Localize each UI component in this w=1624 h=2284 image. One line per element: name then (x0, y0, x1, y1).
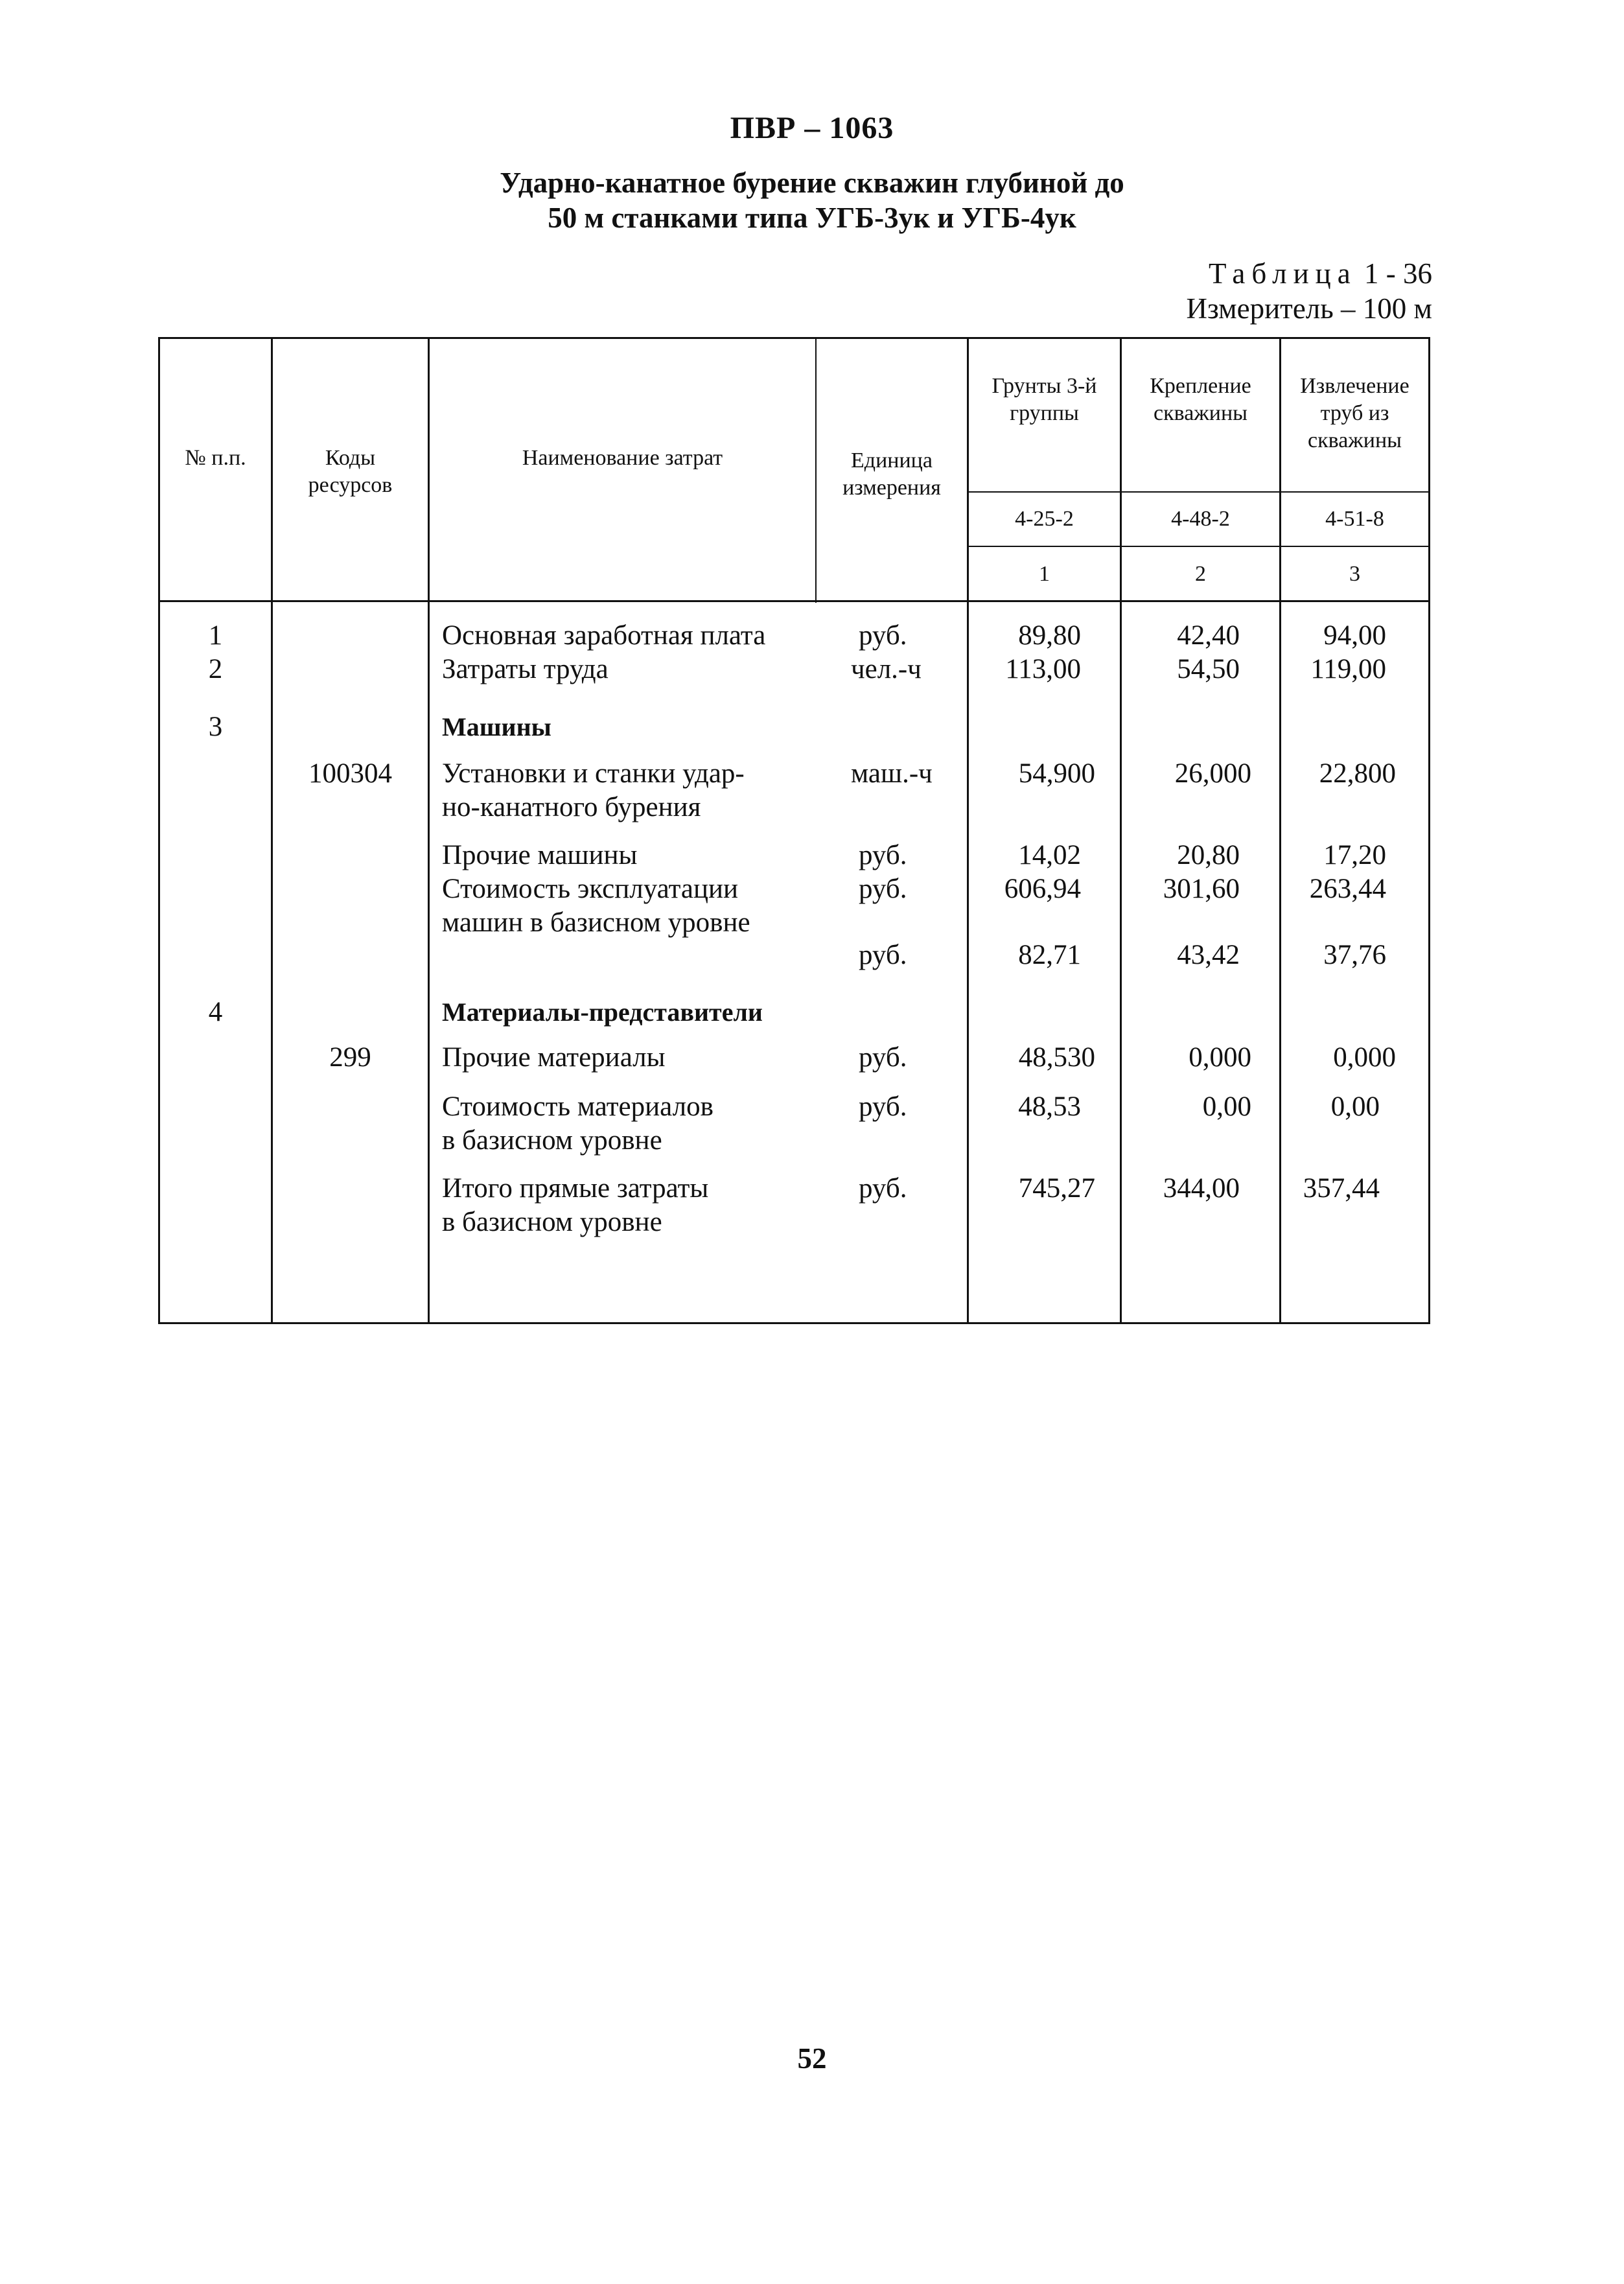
row-10-value-2: 0,00 (1202, 1091, 1251, 1122)
table-border-left (158, 337, 160, 1323)
subtitle-line-2: 50 м станками типа УГБ-3ук и УГБ-4ук (548, 202, 1076, 234)
row-6-name-line-2: машин в базисном уровне (442, 907, 750, 938)
header-divider-index (967, 546, 1430, 547)
header-code-line-2: ресурсов (308, 473, 393, 497)
table-number: 1 - 36 (1364, 257, 1432, 290)
document-title: ПВР – 1063 (730, 111, 894, 145)
row-3-num: 3 (208, 712, 223, 742)
row-9-unit: руб. (859, 1042, 907, 1073)
header-code-1: 4-25-2 (1015, 507, 1074, 531)
row-10-value-1: 48,53 (1018, 1091, 1081, 1122)
header-col1 (969, 373, 1120, 427)
row-11-value-1: 745,27 (1018, 1173, 1095, 1204)
row-4-value-2: 26,000 (1174, 758, 1251, 789)
row-6-value-2: 301,60 (1163, 874, 1240, 904)
header-col3-line-3: скважины (1307, 428, 1402, 452)
row-7-value-3: 37,76 (1323, 940, 1386, 970)
row-4-name-line-2: но-канатного бурения (442, 792, 701, 822)
row-4-value-3: 22,800 (1319, 758, 1396, 789)
row-7-value-1: 82,71 (1018, 940, 1081, 970)
measure-unit: Измеритель – 100 м (1186, 292, 1432, 325)
row-2-value-1: 113,00 (1005, 654, 1081, 684)
row-9-value-1: 48,530 (1018, 1042, 1095, 1073)
row-7-unit: руб. (859, 940, 907, 970)
header-col2 (1122, 373, 1279, 427)
header-col1-line-1: Грунты 3-й (992, 374, 1097, 398)
table-border-right (1428, 337, 1430, 1323)
header-col3-line-1: Извлечение (1300, 374, 1409, 398)
page-number: 52 (797, 2042, 827, 2075)
header-code-3: 4-51-8 (1325, 507, 1384, 531)
header-col2-line-2: скважины (1153, 401, 1248, 425)
row-2-unit: чел.-ч (851, 654, 922, 684)
section-machines-heading: Машины (442, 712, 551, 741)
header-index-2: 2 (1195, 562, 1206, 586)
row-1-value-2: 42,40 (1177, 620, 1240, 651)
row-8-num: 4 (208, 997, 223, 1027)
row-2-num: 2 (208, 654, 223, 684)
header-col2-line-1: Крепление (1150, 374, 1251, 398)
row-9-name: Прочие материалы (442, 1042, 666, 1073)
header-unit (817, 447, 967, 502)
header-col1-line-2: группы (1010, 401, 1079, 425)
row-9-code: 299 (329, 1042, 371, 1073)
header-col3-line-2: труб из (1320, 401, 1389, 425)
header-unit-line-2: измерения (842, 476, 941, 500)
row-7-value-2: 43,42 (1177, 940, 1240, 970)
row-2-name: Затраты труда (442, 654, 609, 684)
header-bottom-line (158, 600, 1430, 602)
row-2-value-2: 54,50 (1177, 654, 1240, 684)
row-11-name-line-2: в базисном уровне (442, 1207, 662, 1237)
row-11-value-2: 344,00 (1163, 1173, 1240, 1204)
row-1-unit: руб. (859, 620, 907, 651)
header-unit-line-1: Единица (851, 449, 933, 472)
row-6-name-line-1: Стоимость эксплуатации (442, 874, 739, 904)
row-11-value-3: 357,44 (1303, 1173, 1380, 1204)
subtitle-line-1: Ударно-канатное бурение скважин глубиной до (500, 167, 1124, 199)
row-1-name: Основная заработная плата (442, 620, 766, 651)
header-code (273, 445, 428, 499)
col-divider-2 (428, 337, 430, 1323)
row-5-name: Прочие машины (442, 840, 638, 870)
header-num: № п.п. (185, 446, 246, 470)
row-1-value-1: 89,80 (1018, 620, 1081, 651)
row-4-unit: маш.-ч (851, 758, 933, 789)
header-divider-codes (967, 491, 1430, 493)
header-code-2: 4-48-2 (1171, 507, 1230, 531)
header-code-line-1: Коды (325, 446, 376, 470)
row-1-value-3: 94,00 (1323, 620, 1386, 651)
row-10-name-line-2: в базисном уровне (442, 1125, 662, 1156)
section-materials-heading: Материалы-представители (442, 997, 763, 1027)
row-11-unit: руб. (859, 1173, 907, 1204)
header-index-3: 3 (1349, 562, 1360, 586)
row-6-value-1: 606,94 (1004, 874, 1081, 904)
row-5-value-3: 17,20 (1323, 840, 1386, 870)
row-2-value-3: 119,00 (1310, 654, 1386, 684)
row-10-unit: руб. (859, 1091, 907, 1122)
row-4-value-1: 54,900 (1018, 758, 1095, 789)
header-col3 (1281, 373, 1428, 454)
table-border-bottom (158, 1322, 1430, 1324)
row-1-num: 1 (208, 620, 223, 651)
table-label: Таблица (1209, 257, 1357, 290)
row-5-unit: руб. (859, 840, 907, 870)
row-10-name-line-1: Стоимость материалов (442, 1091, 713, 1122)
row-10-name (442, 1090, 713, 1158)
header-name: Наименование затрат (522, 446, 723, 470)
row-11-name (442, 1172, 708, 1239)
row-6-name (442, 872, 750, 940)
row-4-code: 100304 (308, 758, 392, 789)
row-11-name-line-1: Итого прямые затраты (442, 1173, 709, 1204)
row-6-value-3: 263,44 (1309, 874, 1386, 904)
row-5-value-2: 20,80 (1177, 840, 1240, 870)
row-6-unit: руб. (859, 874, 907, 904)
row-10-value-3: 0,00 (1330, 1091, 1380, 1122)
row-9-value-2: 0,000 (1189, 1042, 1251, 1073)
row-5-value-1: 14,02 (1018, 840, 1081, 870)
header-index-1: 1 (1039, 562, 1050, 586)
table-border-top (158, 337, 1430, 339)
row-4-name-line-1: Установки и станки удар- (442, 758, 745, 789)
row-9-value-3: 0,000 (1333, 1042, 1396, 1073)
row-4-name (442, 757, 745, 824)
